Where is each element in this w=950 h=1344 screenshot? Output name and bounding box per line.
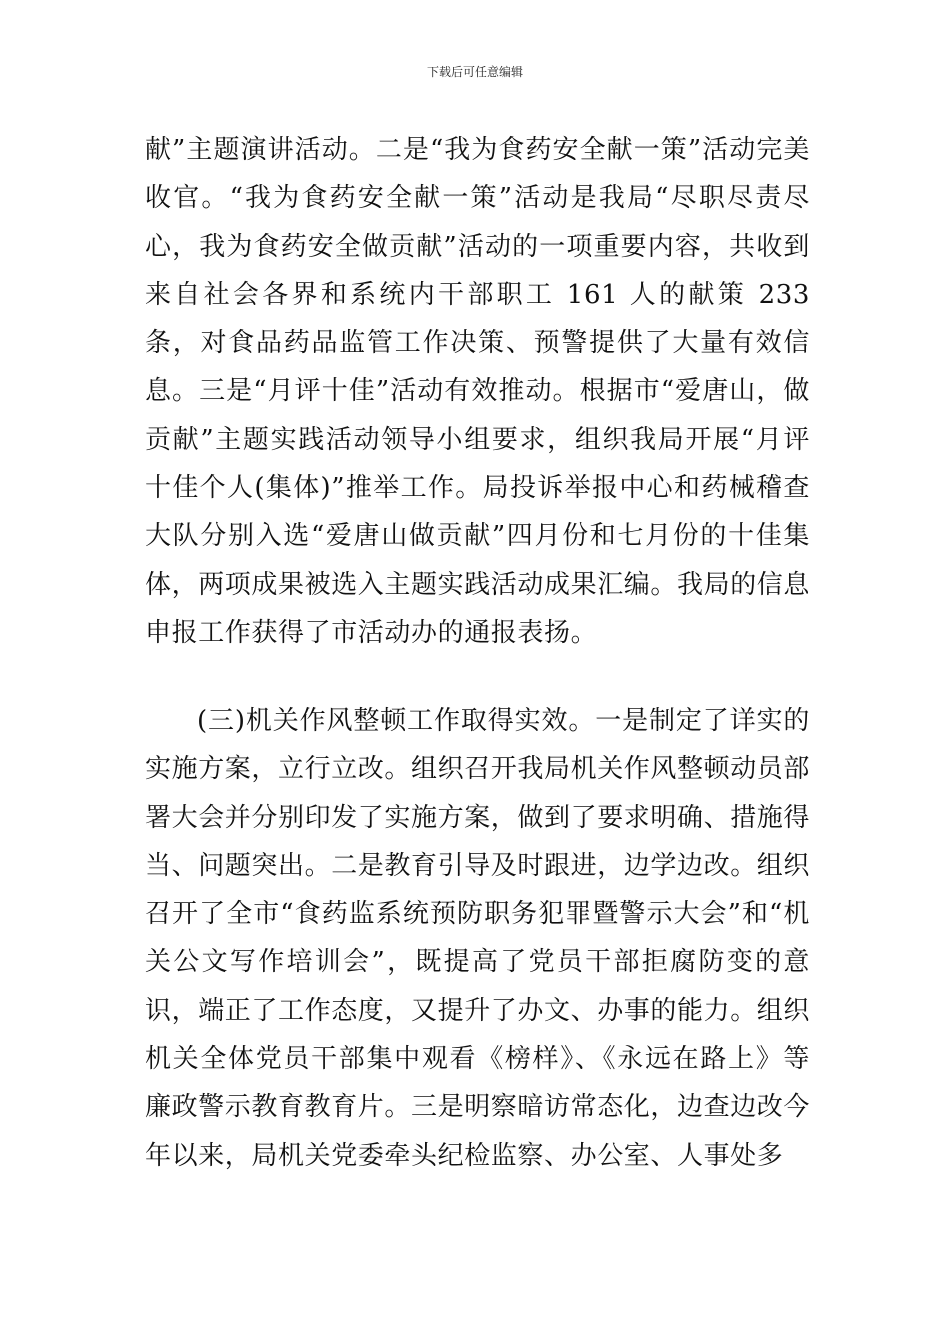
body-paragraph-2: (三)机关作风整顿工作取得实效。一是制定了详实的实施方案，立行立改。组织召开我局机关作风整顿动员部署大会并分别印发了实施方案，做到了要求明确、措施得当、问题突出。二是教育引导及时跟进，边学边改。组织召开了全市“食药监系统预防职务犯罪暨警示大会”和“机关公文写作培训会”，既提高了党员干部拒腐防变的意识，端正了工作态度，又提升了办文、办事的能力。组织机关全体党员干部集中观看《榜样》、《永远在路上》等廉政警示教育教育片。三是明察暗访常态化，边查边改今年以来，局机关党委牵头纪检监察、办公室、人事处多 [145,706,811,1171]
page-header: 下载后可任意编辑 [426,65,523,79]
body-paragraph-1: 献”主题演讲活动。二是“我为食药安全献一策”活动完美收官。“我为食药安全献一策”活动是我局“尽职尽责尽心，我为食药安全做贡献”活动的一项重要内容，共收到来自社会各界和系统内干部职工 161 人的献策 233 条，对食品药品监管工作决策、预警提供了大量有效信息。三是“月评十佳”活动有效推动。根据市“爱唐山，做贡献”主题实践活动领导小组要求，组织我局开展“月评十佳个人(集体)”推举工作。局投诉举报中心和药械稽查大队分别入选“爱唐山做贡献”四月份和七月份的十佳集体，两项成果被选入主题实践活动成果汇编。我局的信息申报工作获得了市活动办的通报表扬。 [145,135,811,648]
